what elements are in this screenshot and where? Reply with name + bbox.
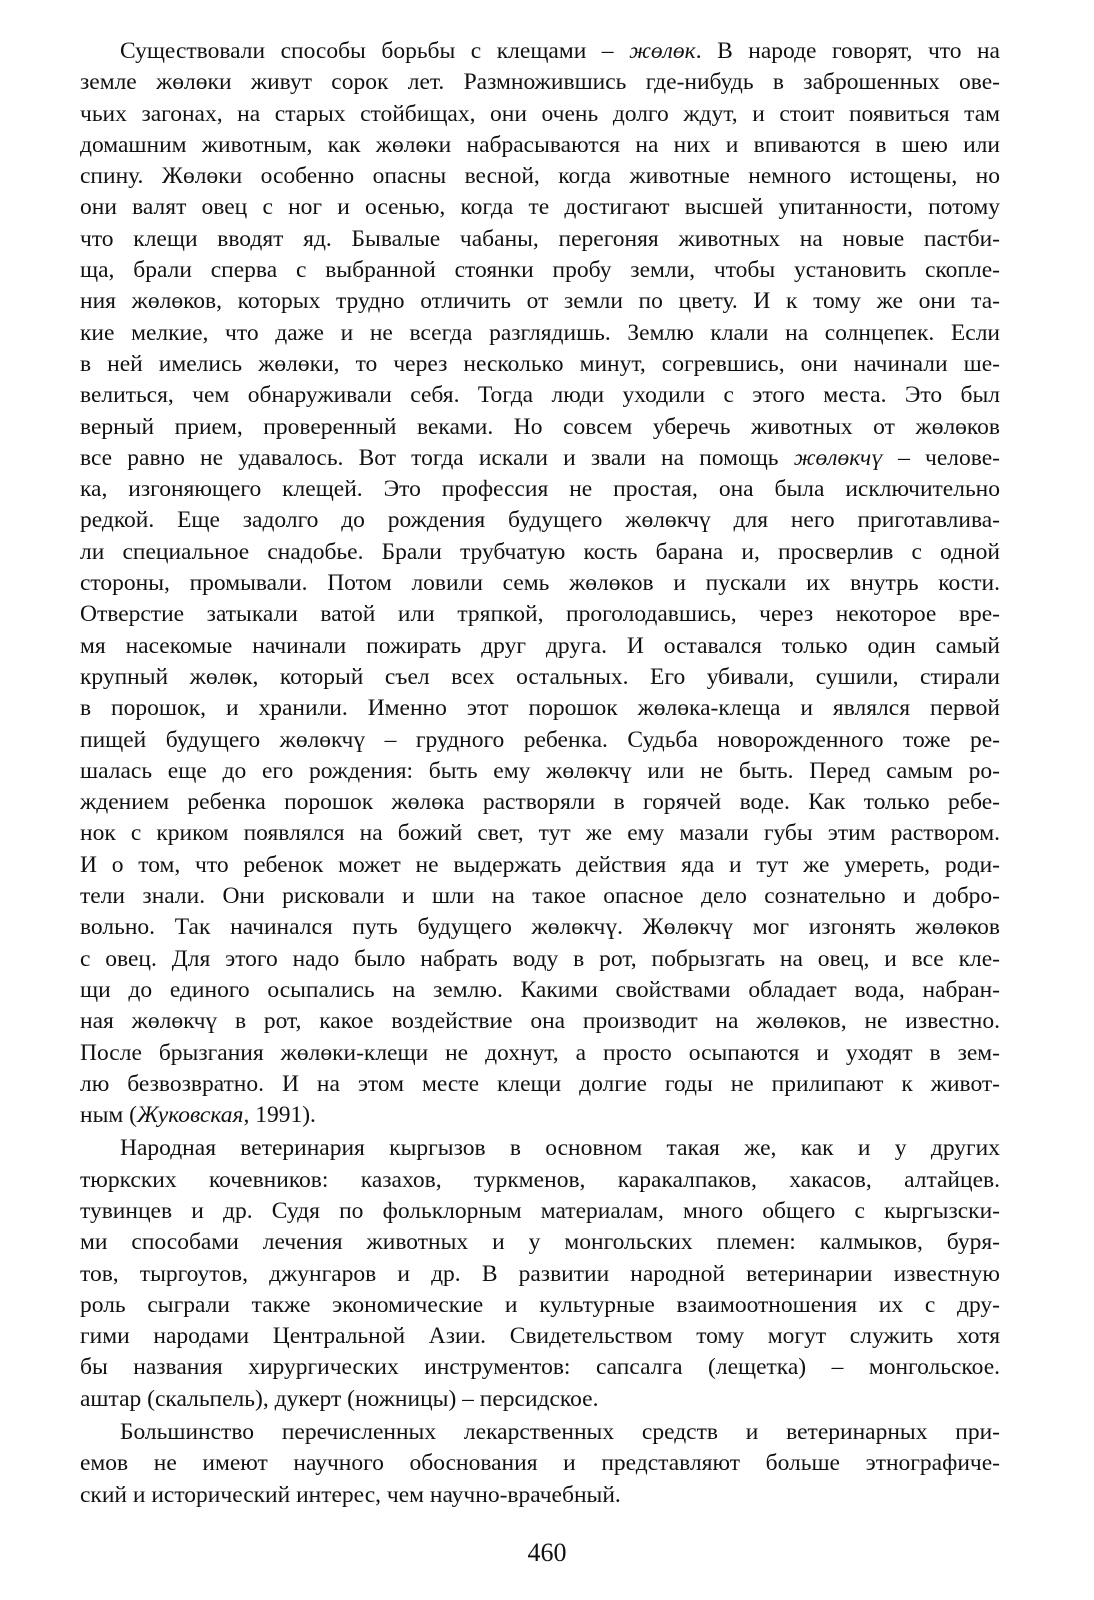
page-number: 460 xyxy=(527,1538,567,1567)
text-line xyxy=(80,1227,1000,1258)
text-line xyxy=(80,1290,1000,1321)
text-run: тели знали. Они рисковали и шли на такое опасное дело сознательно и добро- xyxy=(80,883,1000,910)
text-run: ли специальное снадобье. Брали трубчатую кость барана и, просверлив с одной xyxy=(80,538,1000,565)
text-line xyxy=(80,1352,1000,1383)
text-line xyxy=(80,818,1000,849)
text-line xyxy=(80,1038,1000,1069)
italic-term: жөлөк xyxy=(629,38,696,64)
text-line xyxy=(80,975,1000,1006)
text-line xyxy=(80,1259,1000,1290)
text-run: бы названия хирургических инструментов: сапсалга (лещетка) – монгольское. xyxy=(80,1354,1000,1381)
text-line xyxy=(80,1165,1000,1196)
text-run: что клещи вводят яд. Бывалые чабаны, перегоняя животных на новые пастби- xyxy=(80,225,1000,252)
paragraph xyxy=(80,36,1000,1131)
text-run: они валят овец с ног и осенью, когда те достигают высшей упитанности, потому xyxy=(80,194,1000,221)
text-run: И о том, что ребенок может не выдержать действия яда и тут же умереть, роди- xyxy=(80,851,1000,878)
text-run: лю безвозвратно. И на этом месте клещи долгие годы не прилипают к живот- xyxy=(80,1070,1000,1097)
text-run: мя насекомые начинали пожирать друг друга. И оставался только один самый xyxy=(80,632,1000,659)
text-line xyxy=(80,944,1000,975)
text-run: с овец. Для этого надо было набрать воду в рот, побрызгать на овец, и все кле- xyxy=(80,945,1000,972)
text-line xyxy=(80,67,1000,98)
document-page xyxy=(80,36,1000,1516)
text-line xyxy=(80,1480,1000,1511)
text-line xyxy=(80,537,1000,568)
text-line xyxy=(80,1384,1000,1415)
text-run: тюркских кочевников: казахов, туркменов, каракалпаков, хакасов, алтайцев. xyxy=(80,1166,1000,1193)
text-run: – челове- xyxy=(882,444,1000,471)
text-run: емов не имеют научного обоснования и представляют больше этнографиче- xyxy=(80,1450,1000,1477)
text-run: чьих загонах, на старых стойбищах, они очень долго ждут, и стоит появиться там xyxy=(80,100,1000,127)
text-run: ждением ребенка порошок жөлөка растворяли в горячей воде. Как только ребе- xyxy=(80,789,1000,816)
text-run: ния жөлөков, которых трудно отличить от земли по цвету. И к тому же они та- xyxy=(80,288,1000,315)
text-run: Существовали способы борьбы с клещами – xyxy=(120,38,630,64)
text-line xyxy=(80,255,1000,286)
text-line xyxy=(80,443,1000,474)
text-run: редкой. Еще задолго до рождения будущего жөлөкчү для него приготавлива- xyxy=(80,507,1000,534)
text-run: аштар (скальпель), дукерт (ножницы) – персидское. xyxy=(80,1385,599,1412)
paragraph xyxy=(80,1417,1000,1511)
text-run: кие мелкие, что даже и не всегда разглядишь. Землю клали на солнцепек. Если xyxy=(80,319,1000,346)
text-line xyxy=(80,349,1000,380)
text-line xyxy=(80,599,1000,630)
text-line xyxy=(80,1321,1000,1352)
text-run: Народная ветеринария кыргызов в основном такая же, как и у других xyxy=(120,1135,1000,1162)
text-line xyxy=(80,412,1000,443)
text-line xyxy=(80,286,1000,317)
text-line xyxy=(80,568,1000,599)
text-run: Отверстие затыкали ватой или тряпкой, проголодавшись, через некоторое вре- xyxy=(80,601,1000,628)
text-run: , 1991). xyxy=(243,1102,316,1129)
text-line xyxy=(80,161,1000,192)
text-run: шалась еще до его рождения: быть ему жөлөкчү или не быть. Перед самым ро- xyxy=(80,757,1000,784)
text-run: спину. Жөлөки особенно опасны весной, когда животные немного истощены, но xyxy=(80,163,1000,190)
text-line xyxy=(80,318,1000,349)
text-run: тувинцев и др. Судя по фольклорным материалам, много общего с кыргызски- xyxy=(80,1197,1000,1224)
text-run: ща, брали сперва с выбранной стоянки пробу земли, чтобы установить скопле- xyxy=(80,257,1000,284)
text-line xyxy=(80,1417,1000,1448)
text-run: роль сыграли также экономические и культурные взаимоотношения их с дру- xyxy=(80,1291,1000,1318)
text-line xyxy=(80,912,1000,943)
text-line xyxy=(80,787,1000,818)
text-run: земле жөлөки живут сорок лет. Размножившись где-нибудь в заброшенных ове- xyxy=(80,69,1000,96)
text-run: гими народами Центральной Азии. Свидетельством тому могут служить хотя xyxy=(80,1323,1000,1350)
text-line xyxy=(80,192,1000,223)
text-line xyxy=(80,850,1000,881)
text-line xyxy=(80,36,1000,67)
text-run: домашним животным, как жөлөки набрасываются на них и впиваются в шею или xyxy=(80,131,1000,158)
text-line xyxy=(80,1448,1000,1479)
italic-term: Жуковская xyxy=(136,1102,244,1129)
italic-term: жөлөкчү xyxy=(793,444,883,471)
text-run: велиться, чем обнаруживали себя. Тогда люди уходили с этого места. Это был xyxy=(80,382,1000,409)
paragraph xyxy=(80,1133,1000,1415)
text-line xyxy=(80,505,1000,536)
text-run: в порошок, и хранили. Именно этот порошок жөлөка-клеща и являлся первой xyxy=(80,695,1000,722)
text-line xyxy=(80,631,1000,662)
text-run: Большинство перечисленных лекарственных средств и ветеринарных при- xyxy=(120,1419,1000,1446)
text-run: все равно не удавалось. Вот тогда искали и звали на помощь xyxy=(80,444,794,471)
text-run: верный прием, проверенный веками. Но совсем уберечь животных от жөлөков xyxy=(80,413,1000,440)
text-line xyxy=(80,130,1000,161)
body-text xyxy=(80,36,1000,1511)
text-line xyxy=(80,662,1000,693)
text-run: тов, тыргоутов, джунгаров и др. В развитии народной ветеринарии известную xyxy=(80,1260,1000,1287)
text-run: вольно. Так начинался путь будущего жөлөкчү. Жөлөкчү мог изгонять жөлөков xyxy=(80,914,1000,941)
text-line xyxy=(80,474,1000,505)
text-line xyxy=(80,693,1000,724)
text-line xyxy=(80,224,1000,255)
text-run: в ней имелись жөлөки, то через несколько минут, согревшись, они начинали ше- xyxy=(80,350,1000,377)
text-run: ский и исторический интерес, чем научно-врачебный. xyxy=(80,1481,621,1508)
text-line xyxy=(80,1196,1000,1227)
text-line xyxy=(80,1100,1000,1131)
text-run: . В народе говорят, что на xyxy=(695,38,1000,64)
text-line xyxy=(80,881,1000,912)
text-run: ми способами лечения животных и у монгольских племен: калмыков, буря- xyxy=(80,1229,1000,1256)
text-run: пищей будущего жөлөкчү – грудного ребенка. Судьба новорожденного тоже ре- xyxy=(80,726,1000,753)
text-run: стороны, промывали. Потом ловили семь жөлөков и пускали их внутрь кости. xyxy=(80,570,1000,597)
text-line xyxy=(80,1133,1000,1164)
text-line xyxy=(80,725,1000,756)
text-run: нок с криком появлялся на божий свет, тут же ему мазали губы этим раствором. xyxy=(80,820,1000,847)
text-run: крупный жөлөк, который съел всех остальных. Его убивали, сушили, стирали xyxy=(80,663,1000,690)
text-run: ная жөлөкчү в рот, какое воздействие она производит на жөлөков, не известно. xyxy=(80,1008,1000,1035)
text-line xyxy=(80,1069,1000,1100)
text-line xyxy=(80,99,1000,130)
text-line xyxy=(80,756,1000,787)
text-run: После брызгания жөлөки-клещи не дохнут, а просто осыпаются и уходят в зем- xyxy=(80,1039,1000,1066)
text-line xyxy=(80,1006,1000,1037)
text-line xyxy=(80,380,1000,411)
text-run: ным ( xyxy=(80,1102,137,1129)
text-run: ка, изгоняющего клещей. Это профессия не простая, она была исключительно xyxy=(80,476,1000,503)
text-run: щи до единого осыпались на землю. Какими свойствами обладает вода, набран- xyxy=(80,976,1000,1003)
